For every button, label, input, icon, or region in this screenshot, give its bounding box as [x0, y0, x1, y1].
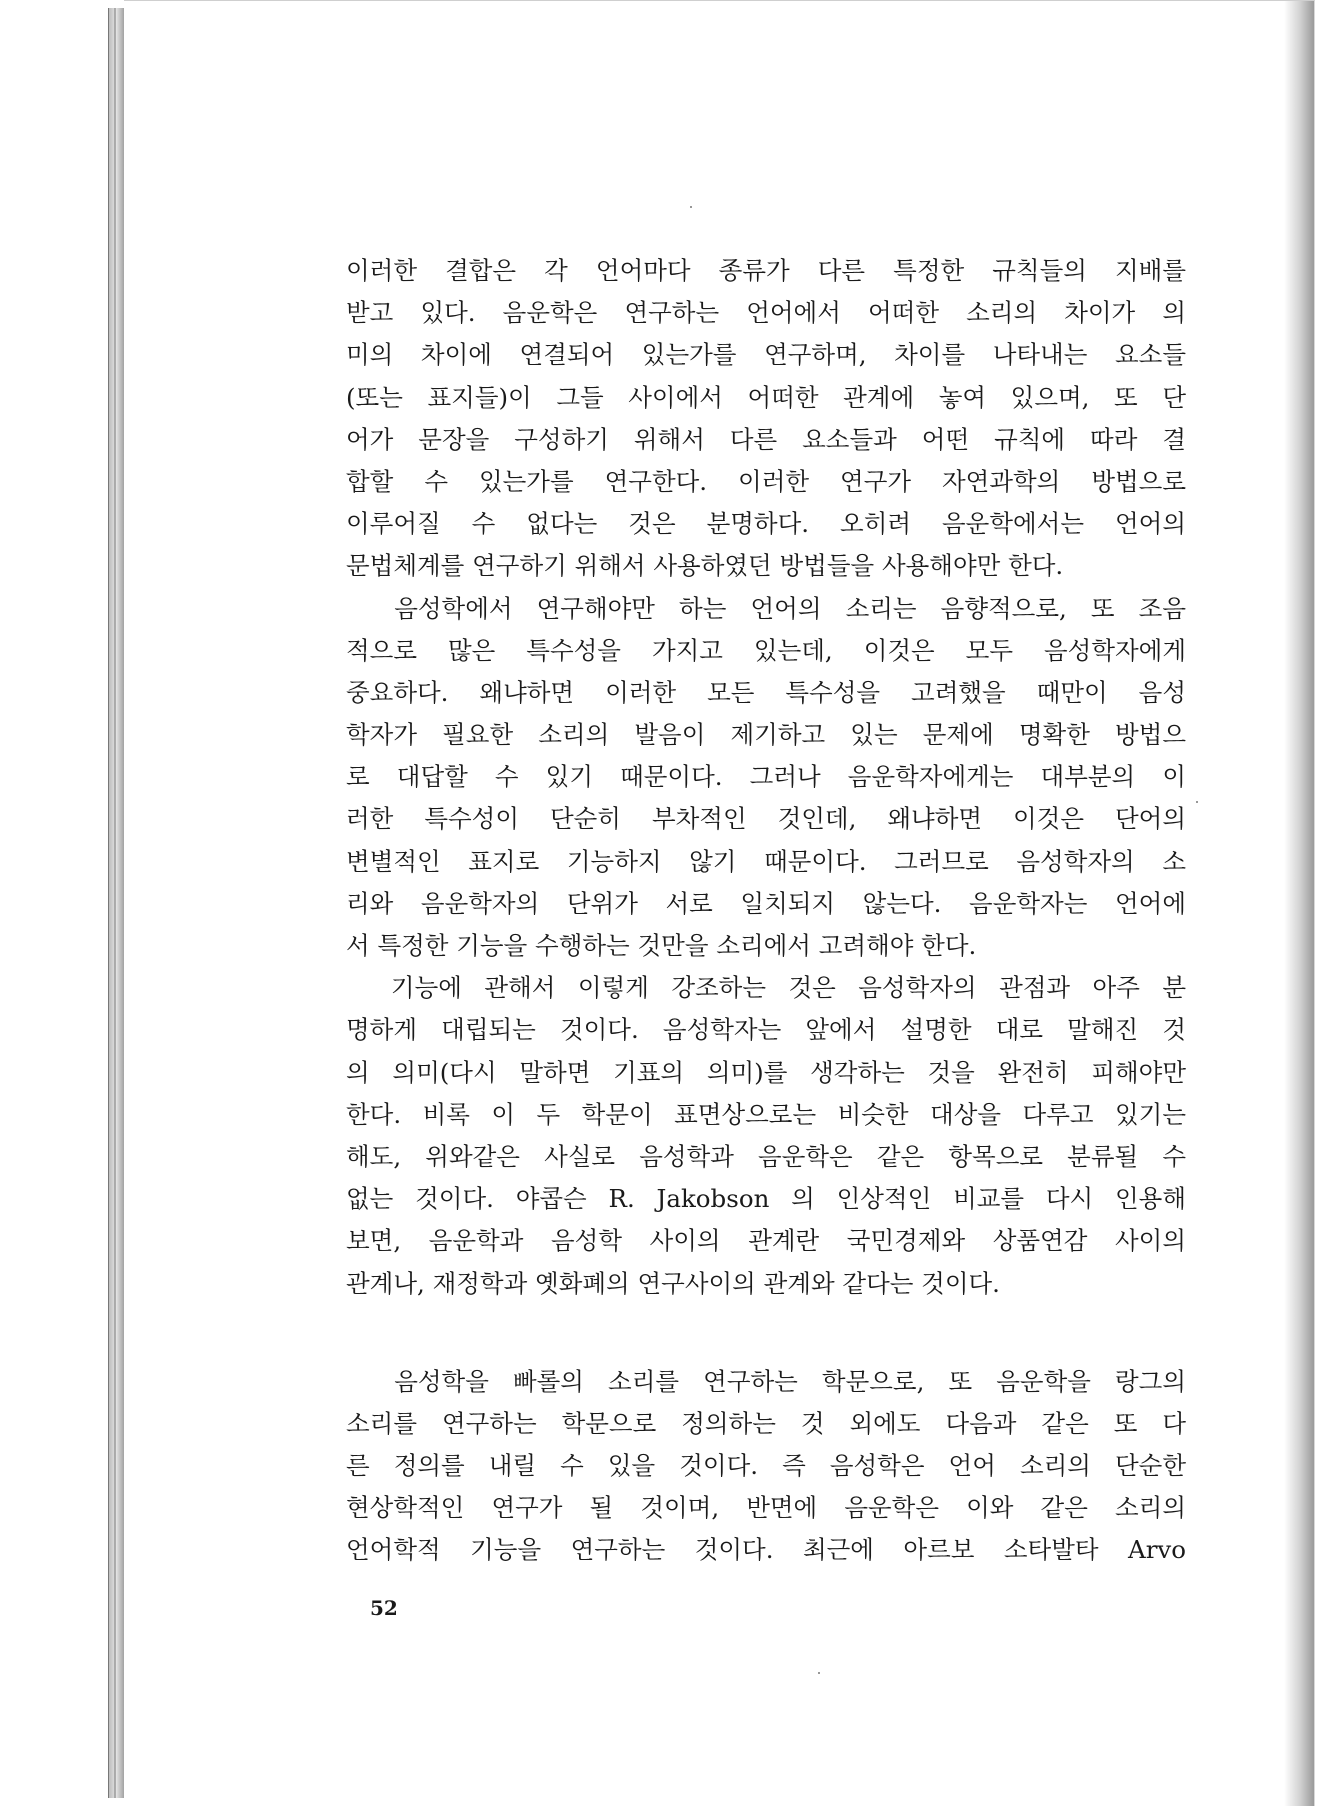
text-line: 학자가 필요한 소리의 발음이 제기하고 있는 문제에 명확한 방법으 — [346, 720, 1186, 750]
text-line: 음성학을 빠롤의 소리를 연구하는 학문으로, 또 음운학을 랑그의 — [346, 1366, 1186, 1396]
text-line: 서 특정한 기능을 수행하는 것만을 소리에서 고려해야 한다. — [346, 931, 977, 960]
scan-speck — [818, 1672, 820, 1674]
text-line: 이루어질 수 없다는 것은 분명하다. 오히려 음운학에서는 언어의 — [346, 509, 1186, 539]
text-line: 리와 음운학자의 단위가 서로 일치되지 않는다. 음운학자는 언어에 — [346, 888, 1186, 918]
paragraph-2 — [346, 588, 1186, 968]
text-line: 적으로 많은 특수성을 가지고 있는데, 이것은 모두 음성학자에게 — [346, 635, 1186, 665]
paragraph-3 — [346, 967, 1186, 1305]
text-line: 없는 것이다. 야콥슨 R. Jakobson 의 인상적인 비교를 다시 인용해 — [346, 1184, 1186, 1214]
section-gap — [346, 1305, 1186, 1361]
text-line: (또는 표지들)이 그들 사이에서 어떠한 관계에 놓여 있으며, 또 단 — [346, 382, 1186, 412]
scan-speck — [690, 206, 692, 208]
text-line: 의 의미(다시 말하면 기표의 의미)를 생각하는 것을 완전히 피해야만 — [346, 1057, 1186, 1087]
text-line: 른 정의를 내릴 수 있을 것이다. 즉 음성학은 언어 소리의 단순한 — [346, 1451, 1186, 1481]
page-edge-shadow — [1284, 1, 1314, 1806]
text-line: 한다. 비록 이 두 학문이 표면상으로는 비슷한 대상을 다루고 있기는 — [346, 1099, 1186, 1129]
text-line: 합할 수 있는가를 연구한다. 이러한 연구가 자연과학의 방법으로 — [346, 466, 1186, 496]
text-line: 로 대답할 수 있기 때문이다. 그러나 음운학자에게는 대부분의 이 — [346, 762, 1186, 792]
text-line: 관계나, 재정학과 옛화폐의 연구사이의 관계와 같다는 것이다. — [346, 1268, 1000, 1298]
text-line: 보면, 음운학과 음성학 사이의 관계란 국민경제와 상품연감 사이의 — [346, 1226, 1186, 1256]
text-line: 어가 문장을 구성하기 위해서 다른 요소들과 어떤 규칙에 따라 결 — [346, 424, 1186, 454]
scan-speck — [1196, 801, 1198, 803]
text-line: 러한 특수성이 단순히 부차적인 것인데, 왜냐하면 이것은 단어의 — [346, 804, 1186, 834]
text-line: 명하게 대립되는 것이다. 음성학자는 앞에서 설명한 대로 말해진 것 — [346, 1015, 1186, 1045]
text-line: 이러한 결합은 각 언어마다 종류가 다른 특정한 규칙들의 지배를 — [346, 256, 1186, 285]
paragraph-4 — [346, 1361, 1186, 1572]
book-spine-edge — [108, 8, 125, 1798]
text-line: 변별적인 표지로 기능하지 않기 때문이다. 그러므로 음성학자의 소 — [346, 846, 1186, 876]
text-line: 현상학적인 연구가 될 것이며, 반면에 음운학은 이와 같은 소리의 — [346, 1493, 1186, 1523]
body-text — [346, 250, 1186, 1572]
paragraph-1 — [346, 250, 1186, 588]
page-number: 52 — [370, 1596, 398, 1620]
text-line: 받고 있다. 음운학은 연구하는 언어에서 어떠한 소리의 차이가 의 — [346, 298, 1186, 328]
text-line: 해도, 위와같은 사실로 음성학과 음운학은 같은 항목으로 분류될 수 — [346, 1141, 1186, 1171]
text-line: 언어학적 기능을 연구하는 것이다. 최근에 아르보 소타발타 Arvo — [346, 1535, 1186, 1565]
text-line: 문법체계를 연구하기 위해서 사용하였던 방법들을 사용해야만 한다. — [346, 551, 1064, 581]
text-line: 중요하다. 왜냐하면 이러한 모든 특수성을 고려했을 때만이 음성 — [346, 677, 1186, 707]
text-line: 음성학에서 연구해야만 하는 언어의 소리는 음향적으로, 또 조음 — [346, 593, 1186, 623]
text-line: 기능에 관해서 이렇게 강조하는 것은 음성학자의 관점과 아주 분 — [346, 973, 1186, 1003]
text-line: 미의 차이에 연결되어 있는가를 연구하며, 차이를 나타내는 요소들 — [346, 340, 1186, 370]
text-line: 소리를 연구하는 학문으로 정의하는 것 외에도 다음과 같은 또 다 — [346, 1408, 1186, 1438]
